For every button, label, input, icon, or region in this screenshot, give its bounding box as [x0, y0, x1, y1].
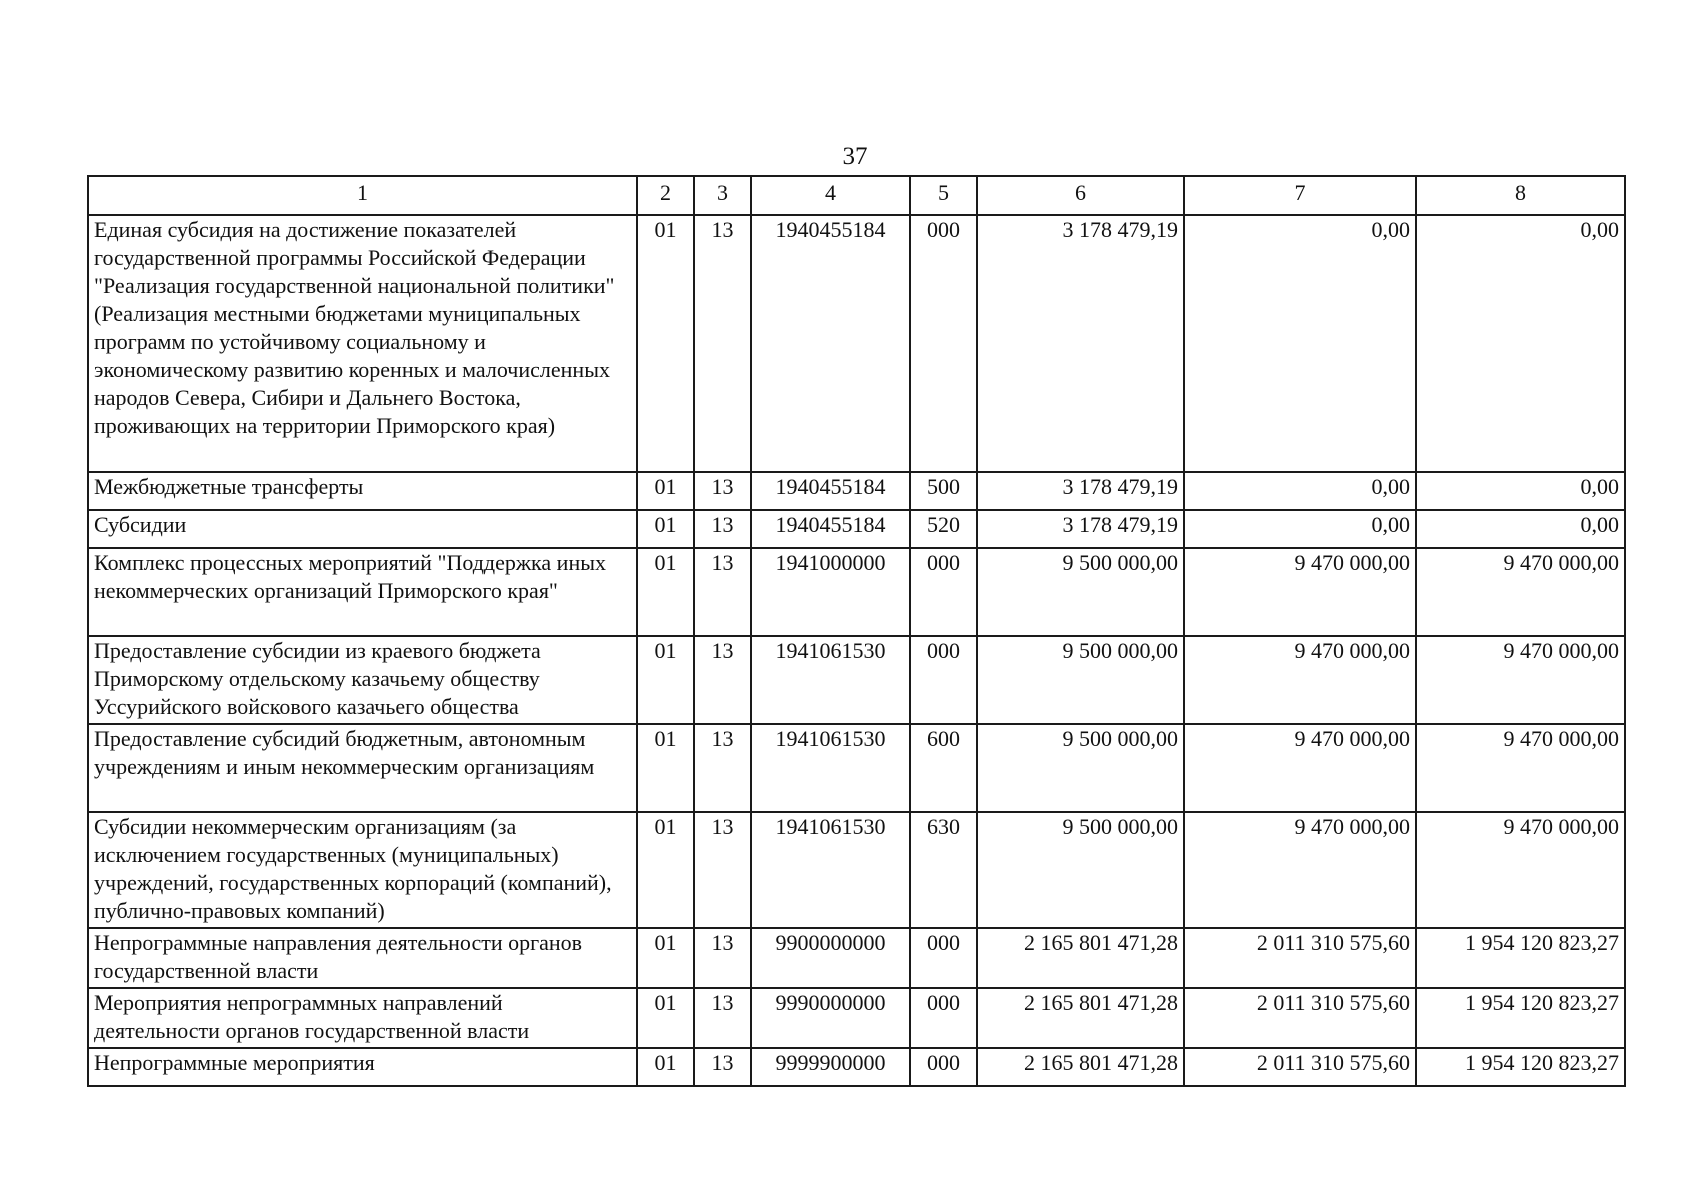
target-item-code: 1941061530	[751, 812, 910, 928]
target-item-code: 1940455184	[751, 472, 910, 510]
amount-col8: 9 470 000,00	[1416, 636, 1625, 724]
amount-col7: 9 470 000,00	[1184, 636, 1416, 724]
row-name: Непрограммные мероприятия	[88, 1048, 637, 1086]
amount-col8: 1 954 120 823,27	[1416, 1048, 1625, 1086]
amount-col8: 1 954 120 823,27	[1416, 988, 1625, 1048]
subsection-code: 13	[694, 1048, 751, 1086]
target-item-code: 1941000000	[751, 548, 910, 636]
amount-col6: 2 165 801 471,28	[977, 1048, 1184, 1086]
subsection-code: 13	[694, 548, 751, 636]
expense-type-code: 600	[910, 724, 977, 812]
column-header: 7	[1184, 176, 1416, 215]
expense-type-code: 520	[910, 510, 977, 548]
target-item-code: 1940455184	[751, 215, 910, 472]
amount-col8: 0,00	[1416, 215, 1625, 472]
table-row	[88, 928, 1625, 988]
amount-col7: 9 470 000,00	[1184, 812, 1416, 928]
subsection-code: 13	[694, 988, 751, 1048]
section-code: 01	[637, 928, 694, 988]
amount-col6: 9 500 000,00	[977, 636, 1184, 724]
target-item-code: 9900000000	[751, 928, 910, 988]
amount-col8: 9 470 000,00	[1416, 812, 1625, 928]
column-header: 3	[694, 176, 751, 215]
table-row	[88, 812, 1625, 928]
expense-type-code: 630	[910, 812, 977, 928]
row-name: Мероприятия непрограммных направлений деятельности органов государственной власти	[88, 988, 637, 1048]
column-header: 5	[910, 176, 977, 215]
target-item-code: 9999900000	[751, 1048, 910, 1086]
column-header: 4	[751, 176, 910, 215]
column-header: 8	[1416, 176, 1625, 215]
section-code: 01	[637, 812, 694, 928]
amount-col7: 2 011 310 575,60	[1184, 988, 1416, 1048]
subsection-code: 13	[694, 215, 751, 472]
section-code: 01	[637, 988, 694, 1048]
amount-col8: 9 470 000,00	[1416, 548, 1625, 636]
row-name: Межбюджетные трансферты	[88, 472, 637, 510]
amount-col6: 3 178 479,19	[977, 215, 1184, 472]
amount-col7: 0,00	[1184, 215, 1416, 472]
target-item-code: 9990000000	[751, 988, 910, 1048]
subsection-code: 13	[694, 636, 751, 724]
section-code: 01	[637, 1048, 694, 1086]
amount-col8: 1 954 120 823,27	[1416, 928, 1625, 988]
column-header: 6	[977, 176, 1184, 215]
amount-col7: 2 011 310 575,60	[1184, 1048, 1416, 1086]
expense-type-code: 000	[910, 215, 977, 472]
table-row	[88, 472, 1625, 510]
row-name: Субсидии	[88, 510, 637, 548]
amount-col7: 9 470 000,00	[1184, 548, 1416, 636]
expense-type-code: 500	[910, 472, 977, 510]
amount-col7: 0,00	[1184, 510, 1416, 548]
column-header: 1	[88, 176, 637, 215]
section-code: 01	[637, 215, 694, 472]
expense-type-code: 000	[910, 548, 977, 636]
subsection-code: 13	[694, 472, 751, 510]
column-header: 2	[637, 176, 694, 215]
amount-col6: 9 500 000,00	[977, 724, 1184, 812]
row-name: Комплекс процессных мероприятий "Поддержка иных некоммерческих организаций Приморского края"	[88, 548, 637, 636]
section-code: 01	[637, 636, 694, 724]
target-item-code: 1940455184	[751, 510, 910, 548]
expense-type-code: 000	[910, 636, 977, 724]
page-number: 37	[842, 143, 868, 170]
section-code: 01	[637, 548, 694, 636]
amount-col7: 2 011 310 575,60	[1184, 928, 1416, 988]
table-row	[88, 1048, 1625, 1086]
amount-col8: 9 470 000,00	[1416, 724, 1625, 812]
subsection-code: 13	[694, 724, 751, 812]
amount-col6: 3 178 479,19	[977, 472, 1184, 510]
amount-col6: 9 500 000,00	[977, 812, 1184, 928]
subsection-code: 13	[694, 510, 751, 548]
table-row	[88, 988, 1625, 1048]
table-row	[88, 724, 1625, 812]
expense-type-code: 000	[910, 988, 977, 1048]
table-row	[88, 548, 1625, 636]
budget-table	[87, 175, 1626, 1087]
target-item-code: 1941061530	[751, 636, 910, 724]
row-name: Единая субсидия на достижение показателей государственной программы Российской Федерации "Реализация государственной национальной политики" (Реализация местными бюджетами муниципальных программ по устойчивому социальному и экономическому развитию коренных и малочисленных народов Севера, Сибири и Дальнего Востока, проживающих на территории Приморского края)	[88, 215, 637, 472]
row-name: Предоставление субсидий бюджетным, автономным учреждениям и иным некоммерческим организациям	[88, 724, 637, 812]
amount-col7: 0,00	[1184, 472, 1416, 510]
section-code: 01	[637, 510, 694, 548]
amount-col6: 9 500 000,00	[977, 548, 1184, 636]
section-code: 01	[637, 724, 694, 812]
amount-col8: 0,00	[1416, 472, 1625, 510]
table-row	[88, 215, 1625, 472]
amount-col6: 2 165 801 471,28	[977, 988, 1184, 1048]
table-row	[88, 636, 1625, 724]
row-name: Предоставление субсидии из краевого бюджета Приморскому отдельскому казачьему обществу Уссурийского войскового казачьего общества	[88, 636, 637, 724]
expense-type-code: 000	[910, 928, 977, 988]
row-name: Субсидии некоммерческим организациям (за исключением государственных (муниципальных) учреждений, государственных корпораций (компаний), публично-правовых компаний)	[88, 812, 637, 928]
subsection-code: 13	[694, 928, 751, 988]
amount-col8: 0,00	[1416, 510, 1625, 548]
header-row	[88, 176, 1625, 215]
expense-type-code: 000	[910, 1048, 977, 1086]
section-code: 01	[637, 472, 694, 510]
target-item-code: 1941061530	[751, 724, 910, 812]
amount-col6: 3 178 479,19	[977, 510, 1184, 548]
row-name: Непрограммные направления деятельности органов государственной власти	[88, 928, 637, 988]
subsection-code: 13	[694, 812, 751, 928]
amount-col6: 2 165 801 471,28	[977, 928, 1184, 988]
table-row	[88, 510, 1625, 548]
amount-col7: 9 470 000,00	[1184, 724, 1416, 812]
